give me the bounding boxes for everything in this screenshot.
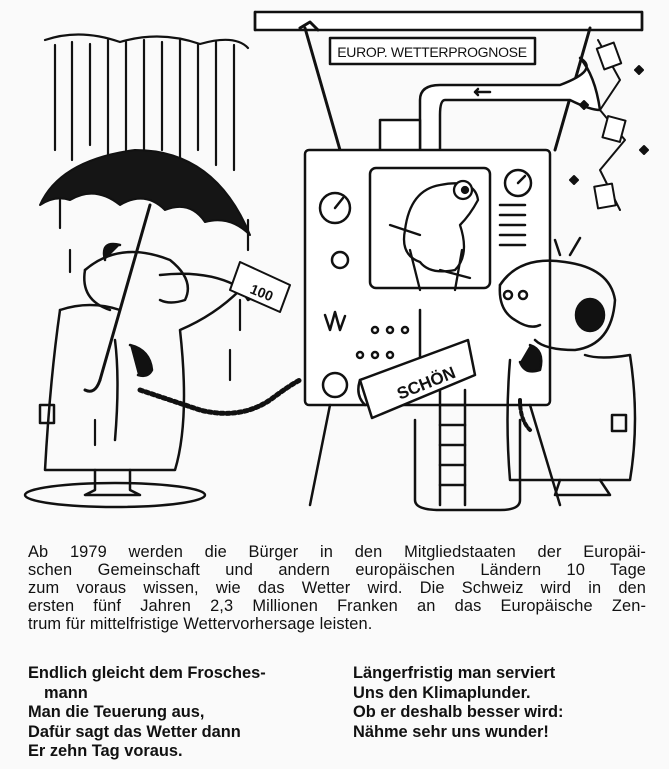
caption-paragraph: [28, 543, 646, 633]
caption-line: schen Gemeinschaft und andern europäischen Ländern 10 Tage: [28, 561, 646, 579]
verse-line: Längerfristig man serviert: [353, 664, 556, 682]
verse-line: Er zehn Tag voraus.: [28, 742, 183, 760]
verse-line: Dafür sagt das Wetter dann: [28, 722, 241, 741]
caption-line: trum für mittelfristige Wettervorhersage leisten.: [28, 615, 373, 633]
verse-line: Endlich gleicht dem Frosches-: [28, 664, 266, 682]
verse-line: Uns den Klimaplunder.: [353, 683, 531, 702]
verse-line: Man die Teuerung aus,: [28, 703, 205, 721]
leaves-icon: [570, 40, 648, 210]
ladder-jar-icon: [415, 390, 520, 510]
caption-line: Ab 1979 werden die Bürger in den Mitgliedstaaten der Europäi-: [28, 543, 646, 561]
banknote-text: 100: [247, 280, 276, 305]
caption-line: ersten fünf Jahren 2,3 Millionen Franken an das Europäische Zen-: [28, 597, 646, 615]
verse-right: [353, 664, 653, 742]
telephone-left-icon: [130, 345, 300, 413]
rain-icon: [45, 34, 248, 445]
banner-text: SCHÖN: [394, 362, 459, 404]
caption-line: zum voraus wissen, wie das Wetter wird. Die Schweiz wird in den: [28, 579, 646, 597]
verse-line: Nähme sehr uns wunder!: [353, 722, 549, 741]
verse-line: mann: [44, 683, 88, 702]
weather-forecast-sign-text: EUROP. WETTERPROGNOSE: [337, 44, 527, 60]
verse-line: Ob er deshalb besser wird:: [353, 703, 564, 721]
verse-left: [28, 664, 328, 762]
